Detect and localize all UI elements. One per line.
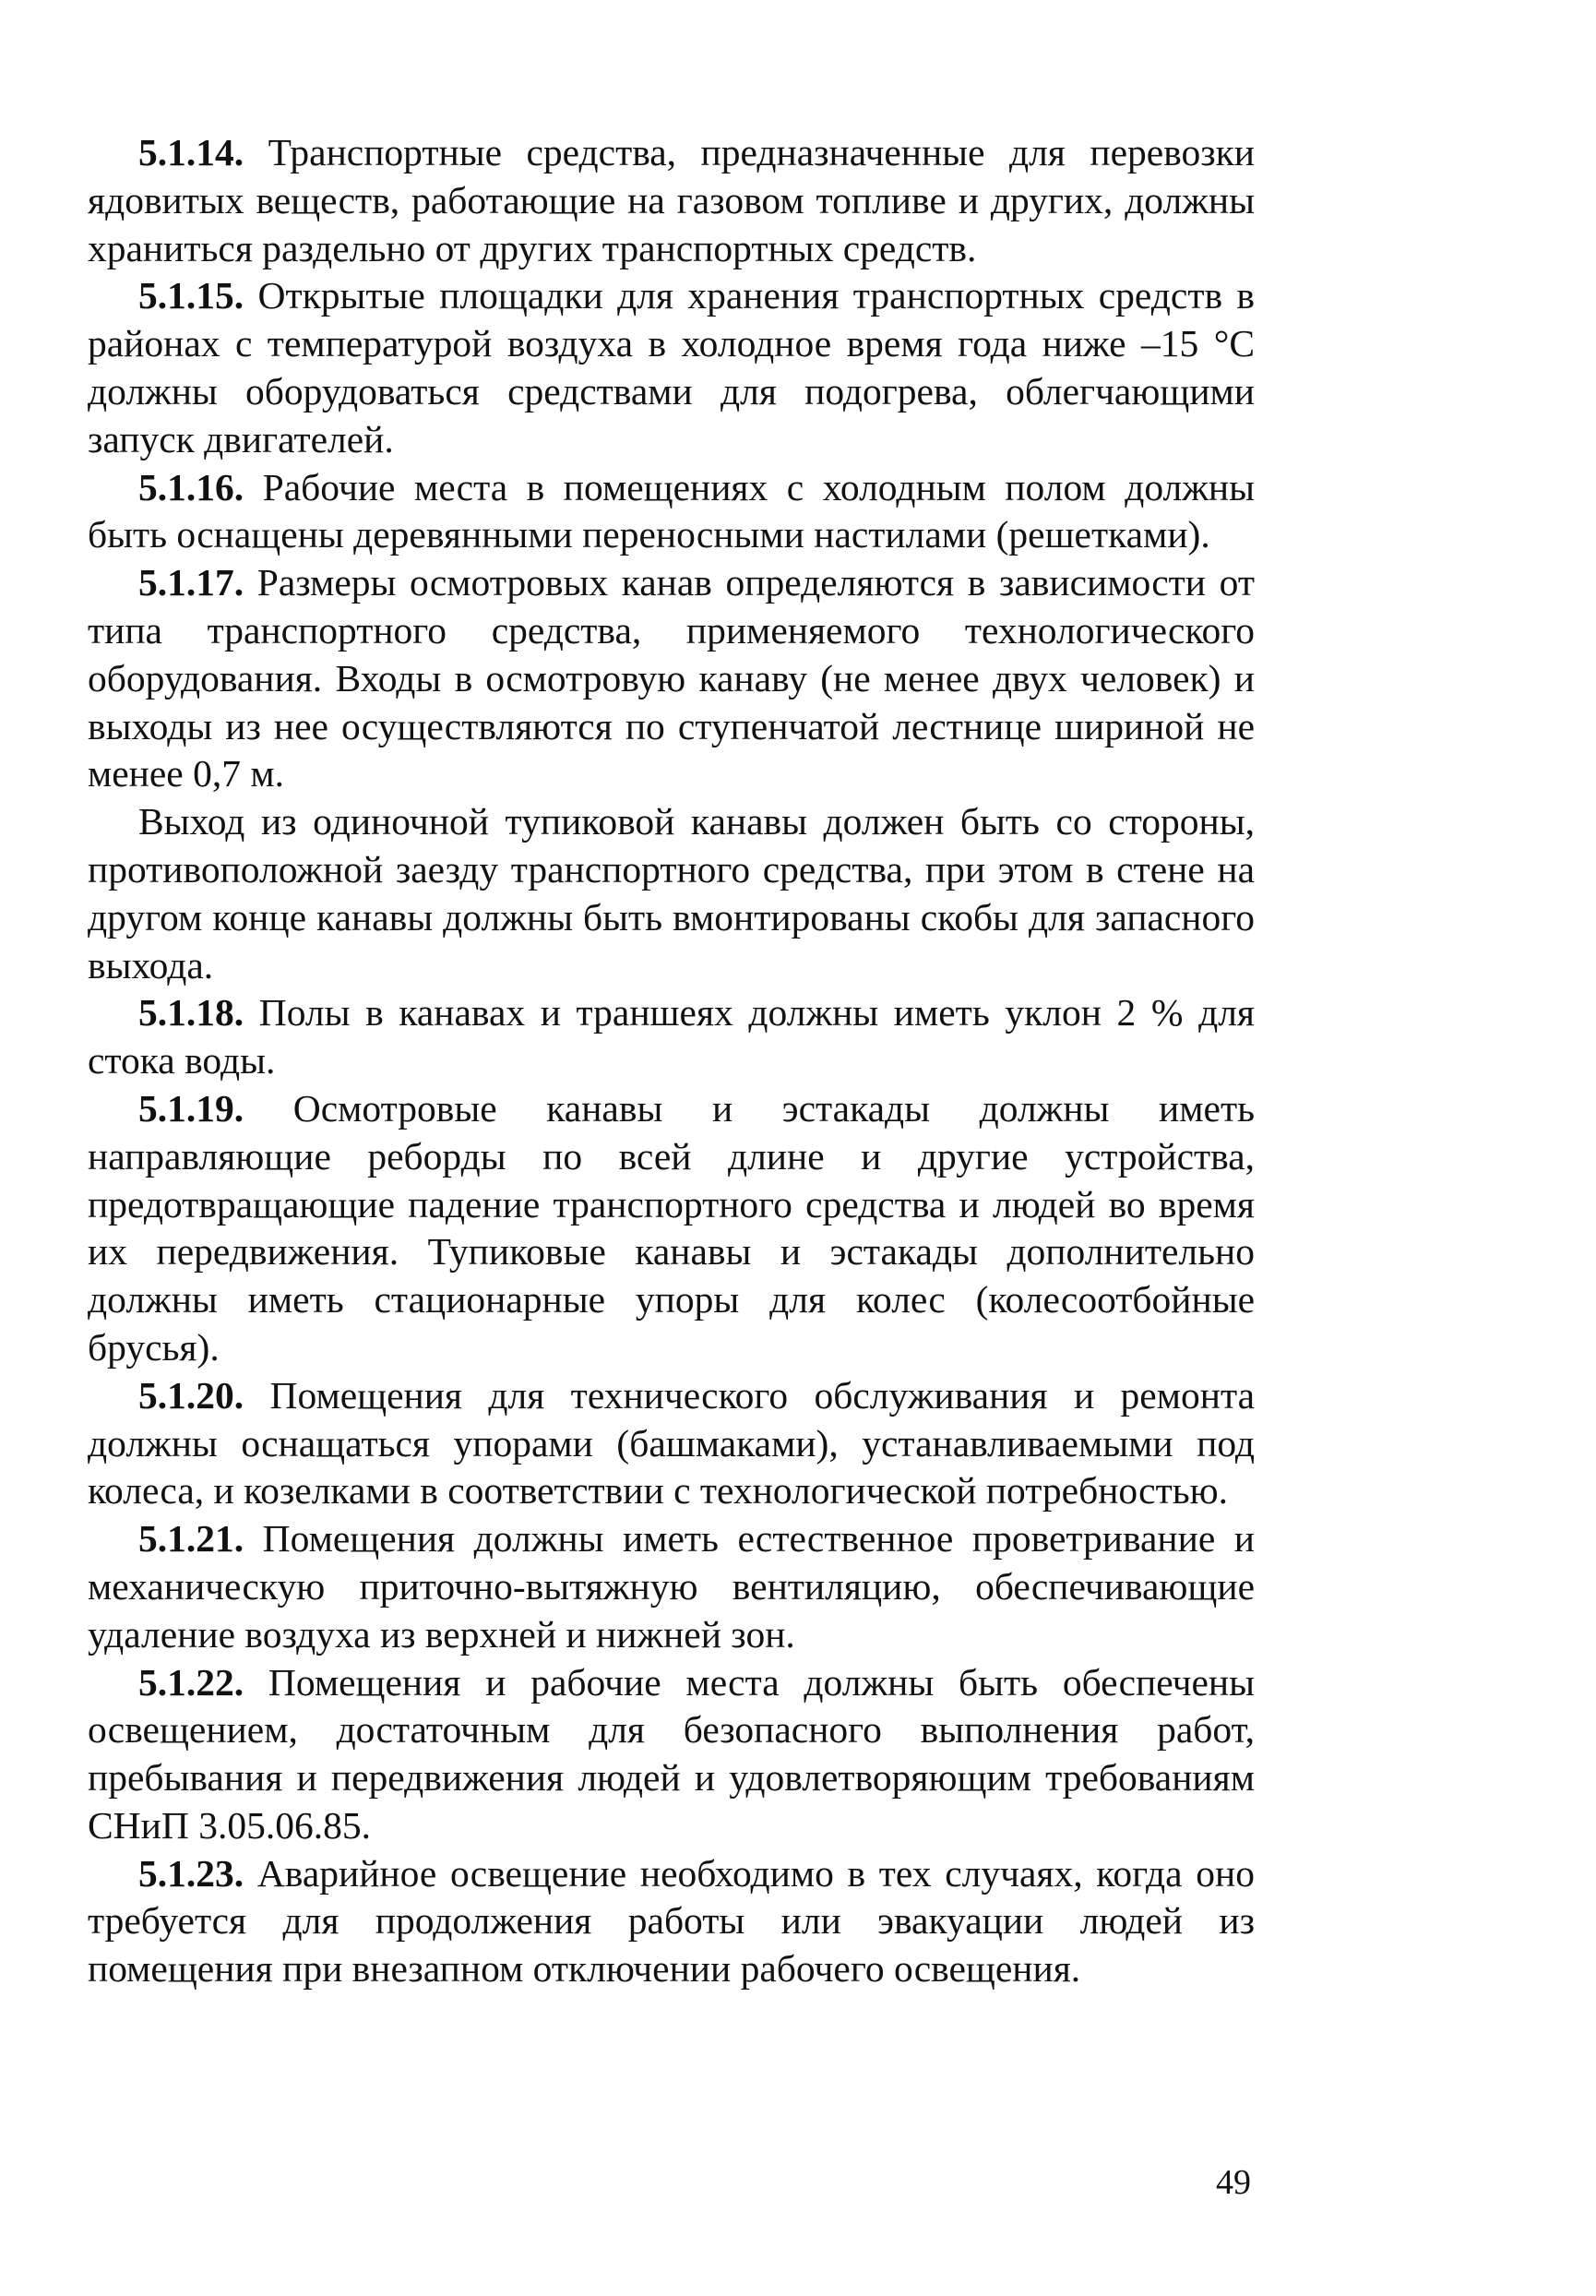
clause-text: Открытые площадки для хранения транспортных средств в районах с температурой воздуха в холодное время года ниже –15 °С должны оборудоваться средствами для подогрева, облегчающими запуск двигателей. <box>88 274 1256 460</box>
clause-number: 5.1.17. <box>138 561 244 604</box>
clause-number: 5.1.16. <box>138 465 244 508</box>
clause-text: Рабочие места в помещениях с холодным полом должны быть оснащены деревянными переносными настилами (решетками). <box>88 465 1256 556</box>
clause-number: 5.1.22. <box>138 1660 244 1704</box>
clause-5-1-20 <box>88 1372 1255 1515</box>
clause-text: Помещения должны иметь естественное проветривание и механическую приточно-вытяжную вентиляцию, обеспечивающие удаление воздуха из верхней и нижней зон. <box>88 1517 1256 1656</box>
paragraph-exit-requirement <box>88 798 1255 989</box>
clause-5-1-15 <box>88 272 1255 463</box>
clause-5-1-19 <box>88 1085 1255 1372</box>
clause-number: 5.1.23. <box>138 1851 244 1895</box>
clause-5-1-17 <box>88 559 1255 798</box>
clause-text: Помещения и рабочие места должны быть обеспечены освещением, достаточным для безопасного выполнения работ, пребывания и передвижения людей и удовлетворяющим требованиям СНиП 3.05.06.85. <box>88 1660 1256 1847</box>
clause-text: Аварийное освещение необходимо в тех случаях, когда оно требуется для продолжения работы или эвакуации людей из помещения при внезапном отключении рабочего освещения. <box>88 1851 1255 1991</box>
clause-5-1-18 <box>88 989 1255 1085</box>
page-number: 49 <box>1216 2163 1251 2202</box>
clause-text: Размеры осмотровых канав определяются в зависимости от типа транспортного средства, применяемого технологического оборудования. Входы в осмотровую канаву (не менее двух человек) и выходы из нее осуществляются по ступенчатой лестнице шириной не менее 0,7 м. <box>88 561 1255 795</box>
page-body <box>88 129 1255 1993</box>
clause-text: Транспортные средства, предназначенные для перевозки ядовитых веществ, работающие на газовом топливе и других, должны храниться раздельно от других транспортных средств. <box>88 131 1256 269</box>
clause-5-1-22 <box>88 1659 1255 1850</box>
clause-text: Полы в канавах и траншеях должны иметь уклон 2 % для стока воды. <box>88 991 1255 1082</box>
clause-number: 5.1.20. <box>138 1373 244 1417</box>
clause-5-1-21 <box>88 1515 1255 1658</box>
clause-number: 5.1.19. <box>138 1086 244 1130</box>
paragraph-text: Выход из одиночной тупиковой канавы должен быть со стороны, противоположной заезду транспортного средства, при этом в стене на другом конце канавы должны быть вмонтированы скобы для запасного выхода. <box>88 800 1255 987</box>
clause-5-1-23 <box>88 1850 1255 1993</box>
clause-5-1-16 <box>88 464 1255 560</box>
clause-5-1-14 <box>88 129 1255 272</box>
clause-number: 5.1.21. <box>138 1517 244 1561</box>
clause-number: 5.1.18. <box>138 991 244 1034</box>
clause-text: Осмотровые канавы и эстакады должны иметь направляющие реборды по всей длине и другие устройства, предотвращающие падение транспортного средства и людей во время их передвижения. Тупиковые канавы и эстакады дополнительно должны иметь стационарные упоры для колес (колесоотбойные брусья). <box>88 1086 1256 1369</box>
clause-number: 5.1.15. <box>138 274 244 317</box>
clause-text: Помещения для технического обслуживания и ремонта должны оснащаться упорами (башмаками), устанавливаемыми под колеса, и козелками в соответствии с технологической потребностью. <box>88 1373 1256 1513</box>
clause-number: 5.1.14. <box>138 131 244 173</box>
